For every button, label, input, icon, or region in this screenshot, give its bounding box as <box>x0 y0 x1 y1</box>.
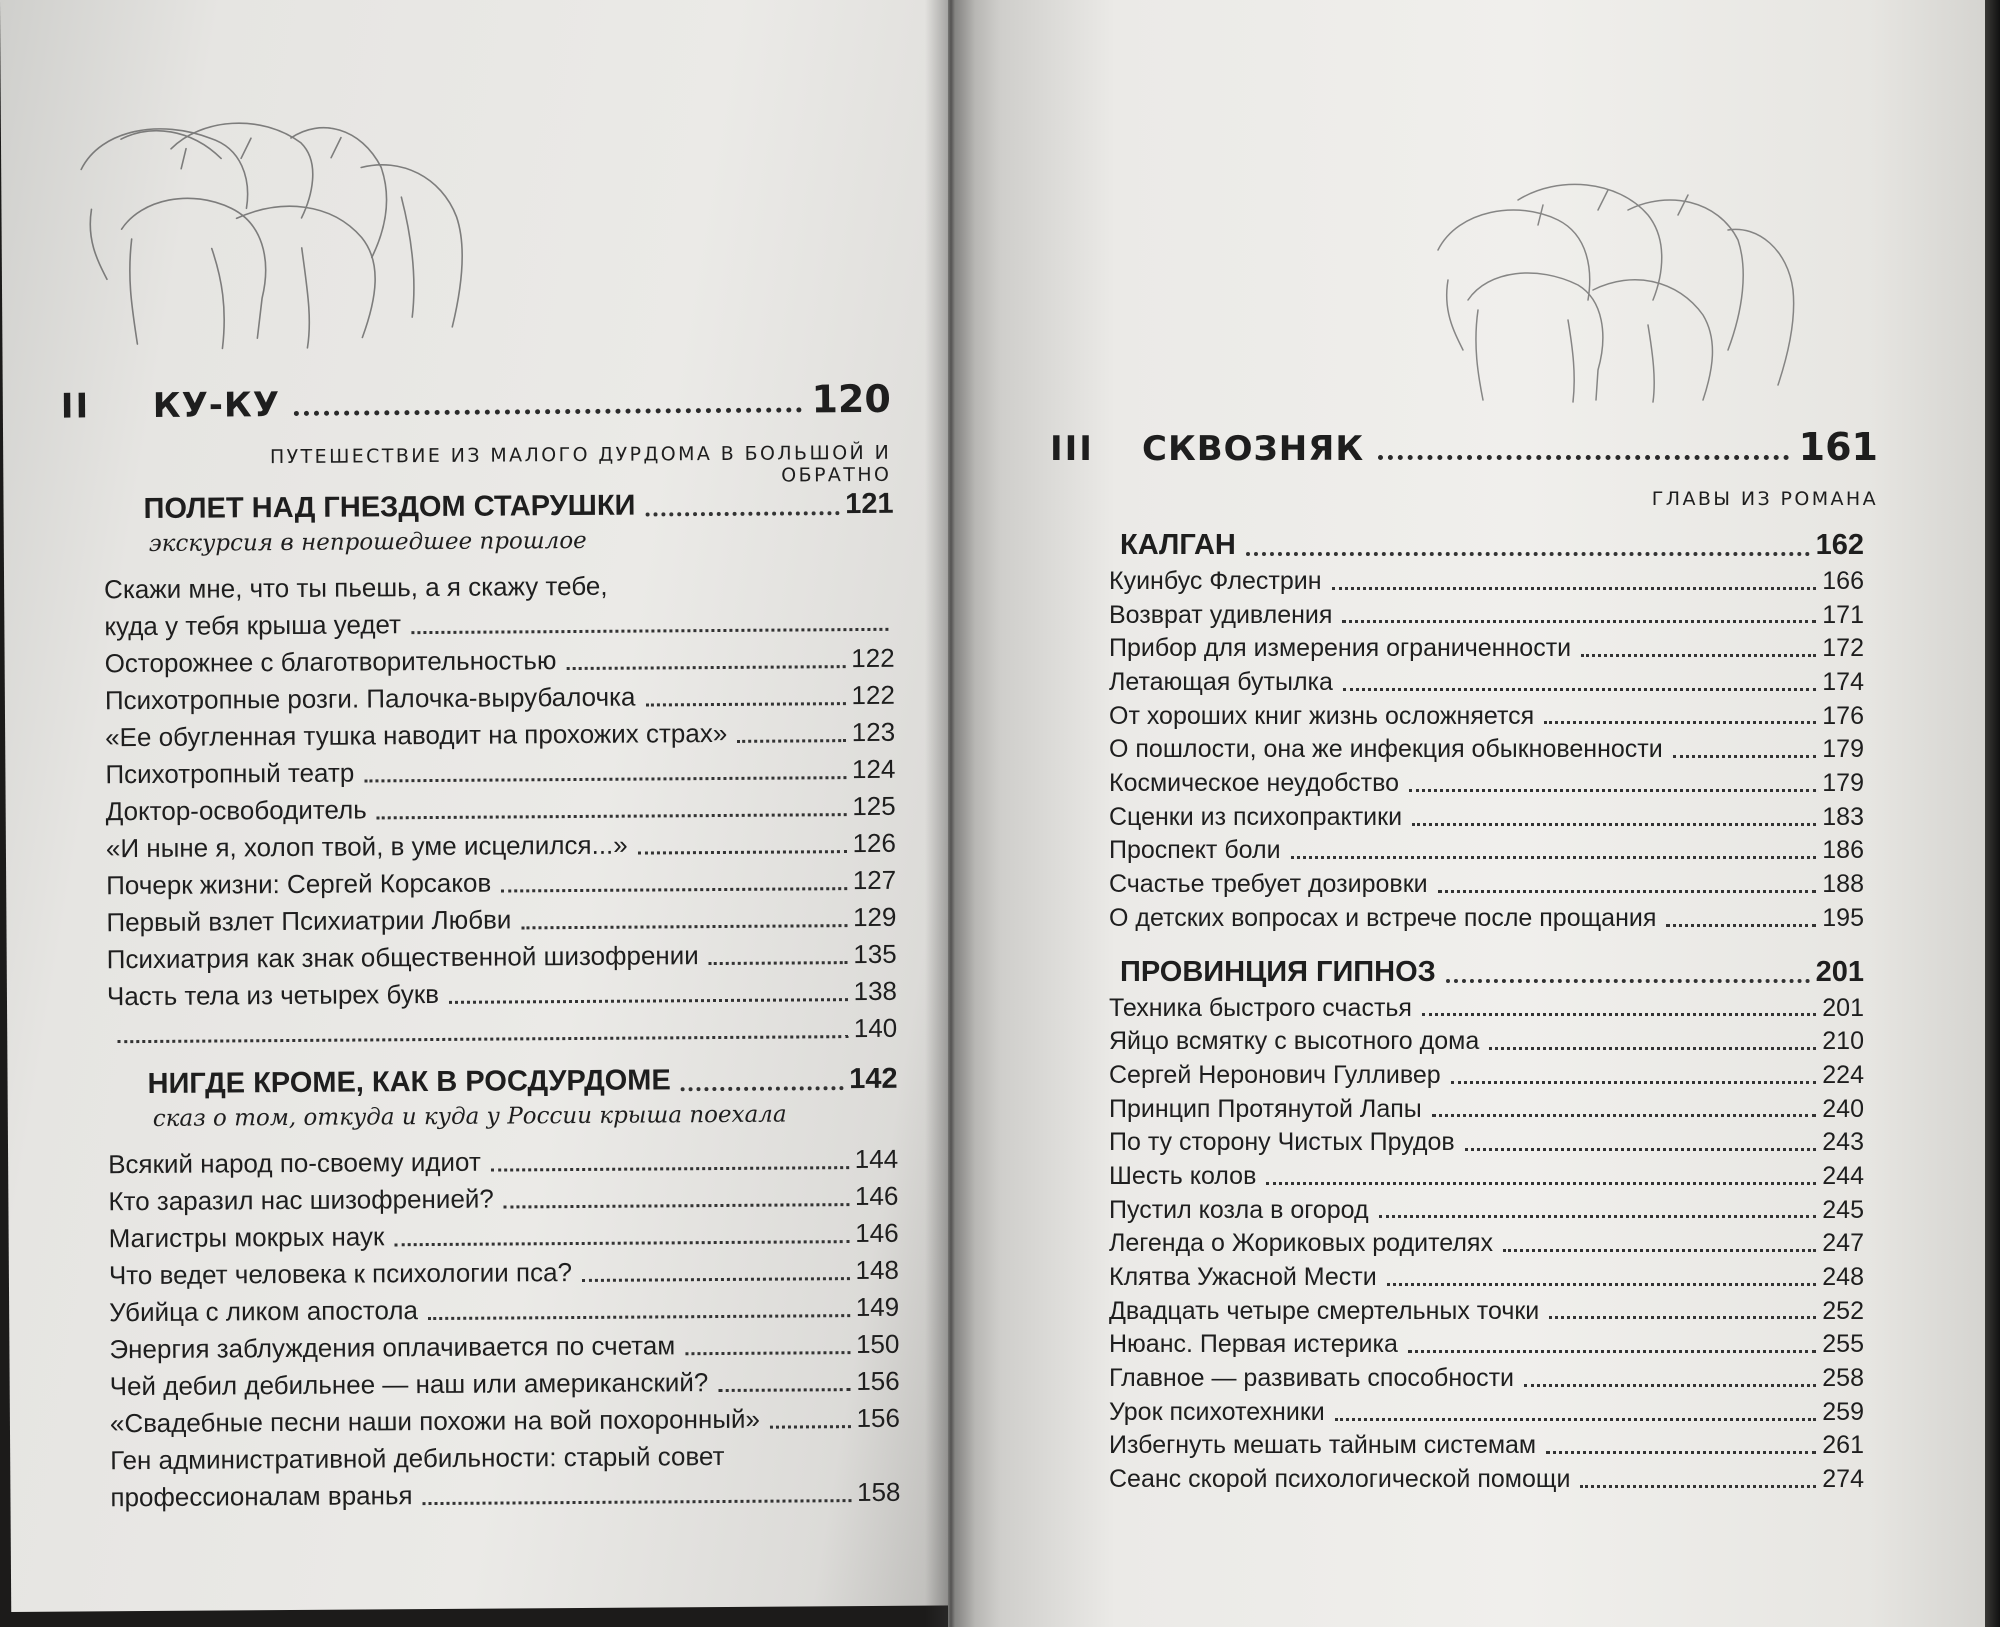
toc-entry[interactable]: Убийца с ликом апостола 149 <box>109 1291 900 1328</box>
toc-entry[interactable]: Нюанс. Первая истерика 255 <box>1109 1330 1864 1359</box>
section-heading-ii <box>61 377 891 427</box>
toc-entry[interactable]: Клятва Ужасной Мести 248 <box>1109 1263 1864 1292</box>
toc-entry[interactable]: Чей дебил дебильнее — наш или американский? 156 <box>109 1365 900 1402</box>
toc-entry[interactable]: Магистры мокрых наук 146 <box>108 1217 899 1254</box>
toc-entry[interactable]: куда у тебя крыша уедет <box>104 603 894 646</box>
chapter-heading[interactable]: ПОЛЕТ НАД ГНЕЗДОМ СТАРУШКИ 121 <box>143 487 894 526</box>
toc-entry[interactable]: По ту сторону Чистых Прудов 243 <box>1109 1128 1864 1157</box>
toc-entry[interactable]: Сеанс скорой психологической помощи 274 <box>1109 1465 1864 1494</box>
toc-entry[interactable]: Первый взлет Психиатрии Любви 129 <box>106 901 897 938</box>
section-title: КУ-КУ <box>152 385 281 426</box>
chapter-heading[interactable]: НИГДЕ КРОМЕ, КАК В РОСДУРДОМЕ 142 <box>147 1062 898 1100</box>
toc-entry[interactable]: Счастье требует дозировки 188 <box>1109 870 1864 899</box>
toc-entry[interactable]: Психотропный театр 124 <box>105 753 896 790</box>
toc-entry[interactable]: профессионалам вранья 158 <box>110 1476 901 1513</box>
toc-entry[interactable]: О пошлости, она же инфекция обыкновенности 179 <box>1109 735 1864 764</box>
chapter-heading[interactable]: ПРОВИНЦИЯ ГИПНОЗ 201 <box>1120 955 1864 988</box>
toc-entry[interactable]: Психотропные розги. Палочка-вырубалочка 122 <box>104 679 895 716</box>
toc-entry[interactable]: Энергия заблуждения оплачивается по счетам 150 <box>109 1328 900 1365</box>
elephants-sketch-right <box>1428 170 1808 410</box>
toc-entry[interactable]: От хороших книг жизнь осложняется 176 <box>1109 701 1864 730</box>
toc-entry[interactable]: Техника быстрого счастья 201 <box>1109 993 1864 1022</box>
dot-leader <box>1378 455 1789 460</box>
section-heading-iii <box>1050 425 1878 469</box>
toc-entry[interactable]: Главное — развивать способности 258 <box>1109 1364 1864 1393</box>
toc-entry[interactable]: Что ведет человека к психологии пса? 148 <box>108 1254 899 1291</box>
toc-entry[interactable]: Принцип Протянутой Лапы 240 <box>1109 1094 1864 1123</box>
elephants-sketch-left <box>61 106 513 369</box>
toc-entry[interactable]: Летающая бутылка 174 <box>1109 668 1864 697</box>
toc-entry[interactable]: «Ее обугленная тушка наводит на прохожих страх» 123 <box>105 716 896 753</box>
toc-entry[interactable]: 140 <box>107 1010 897 1053</box>
section-page: 120 <box>811 376 891 422</box>
toc-entry[interactable]: Пустил козла в огород 245 <box>1109 1195 1864 1224</box>
section-page: 161 <box>1798 425 1878 469</box>
toc-entry[interactable]: О детских вопросах и встрече после прощания 195 <box>1109 903 1864 932</box>
right-toc <box>1082 525 1864 1497</box>
toc-entry[interactable]: Легенда о Жориковых родителях 247 <box>1109 1229 1864 1258</box>
toc-entry-line1: Ген административной дебильности: старый совет <box>110 1440 725 1476</box>
toc-entry[interactable]: Двадцать четыре смертельных точки 252 <box>1109 1296 1864 1325</box>
toc-entry[interactable]: Урок психотехники 259 <box>1109 1397 1864 1426</box>
chapter-subtitle: экскурсия в непрошедшее прошлое <box>148 527 587 557</box>
dot-leader <box>294 407 802 416</box>
right-page <box>948 0 1992 1627</box>
toc-entry[interactable]: Яйцо всмятку с высотного дома 210 <box>1109 1027 1864 1056</box>
toc-entry[interactable]: Осторожнее с благотворительностью 122 <box>104 642 895 679</box>
section-subtitle: ПУТЕШЕСТВИЕ ИЗ МАЛОГО ДУРДОМА В БОЛЬШОЙ И ОБРАТНО <box>269 441 892 487</box>
page-edge <box>1985 0 2000 1627</box>
toc-entry[interactable]: Избегнуть мешать тайным системам 261 <box>1109 1431 1864 1460</box>
book-spine <box>925 0 975 1627</box>
left-page <box>0 0 959 1612</box>
toc-entry[interactable]: «Свадебные песни наши похожи на вой похоронный» 156 <box>109 1402 901 1439</box>
chapter-subtitle: сказ о том, откуда и куда у России крыша поехала <box>152 1101 787 1132</box>
toc-entry[interactable]: Часть тела из четырех букв 138 <box>106 975 898 1012</box>
toc-entry[interactable]: Космическое неудобство 179 <box>1109 769 1864 798</box>
toc-entry[interactable]: Всякий народ по-своему идиот 144 <box>108 1143 899 1180</box>
toc-entry[interactable]: Возврат удивления 171 <box>1109 600 1864 629</box>
toc-entry[interactable]: Сценки из психопрактики 183 <box>1109 802 1864 831</box>
toc-entry[interactable]: Прибор для измерения ограниченности 172 <box>1109 634 1864 663</box>
left-toc <box>103 484 900 1516</box>
toc-entry[interactable]: Куинбус Флестрин 166 <box>1109 566 1864 595</box>
toc-entry[interactable]: Шесть колов 244 <box>1109 1161 1864 1190</box>
section-title: СКВОЗНЯК <box>1142 429 1365 469</box>
toc-entry[interactable]: Почерк жизни: Сергей Корсаков 127 <box>106 864 897 901</box>
chapter-heading[interactable]: КАЛГАН 162 <box>1120 529 1864 561</box>
toc-entry[interactable]: Кто заразил нас шизофренией? 146 <box>108 1180 899 1217</box>
section-subtitle: ГЛАВЫ ИЗ РОМАНА <box>1651 488 1878 510</box>
toc-entry[interactable]: Психиатрия как знак общественной шизофрении 135 <box>106 938 897 975</box>
toc-entry[interactable]: Проспект боли 186 <box>1109 836 1864 865</box>
section-number: II <box>60 386 91 427</box>
toc-entry[interactable]: Доктор-освободитель 125 <box>105 790 896 827</box>
toc-entry[interactable]: «И ныне я, холоп твой, в уме исцелился...» 126 <box>105 827 897 864</box>
section-number: III <box>1050 429 1094 469</box>
toc-entry-line1: Скажи мне, что ты пьешь, а я скажу тебе, <box>104 570 608 605</box>
toc-entry[interactable]: Сергей Неронович Гулливер 224 <box>1109 1060 1864 1089</box>
